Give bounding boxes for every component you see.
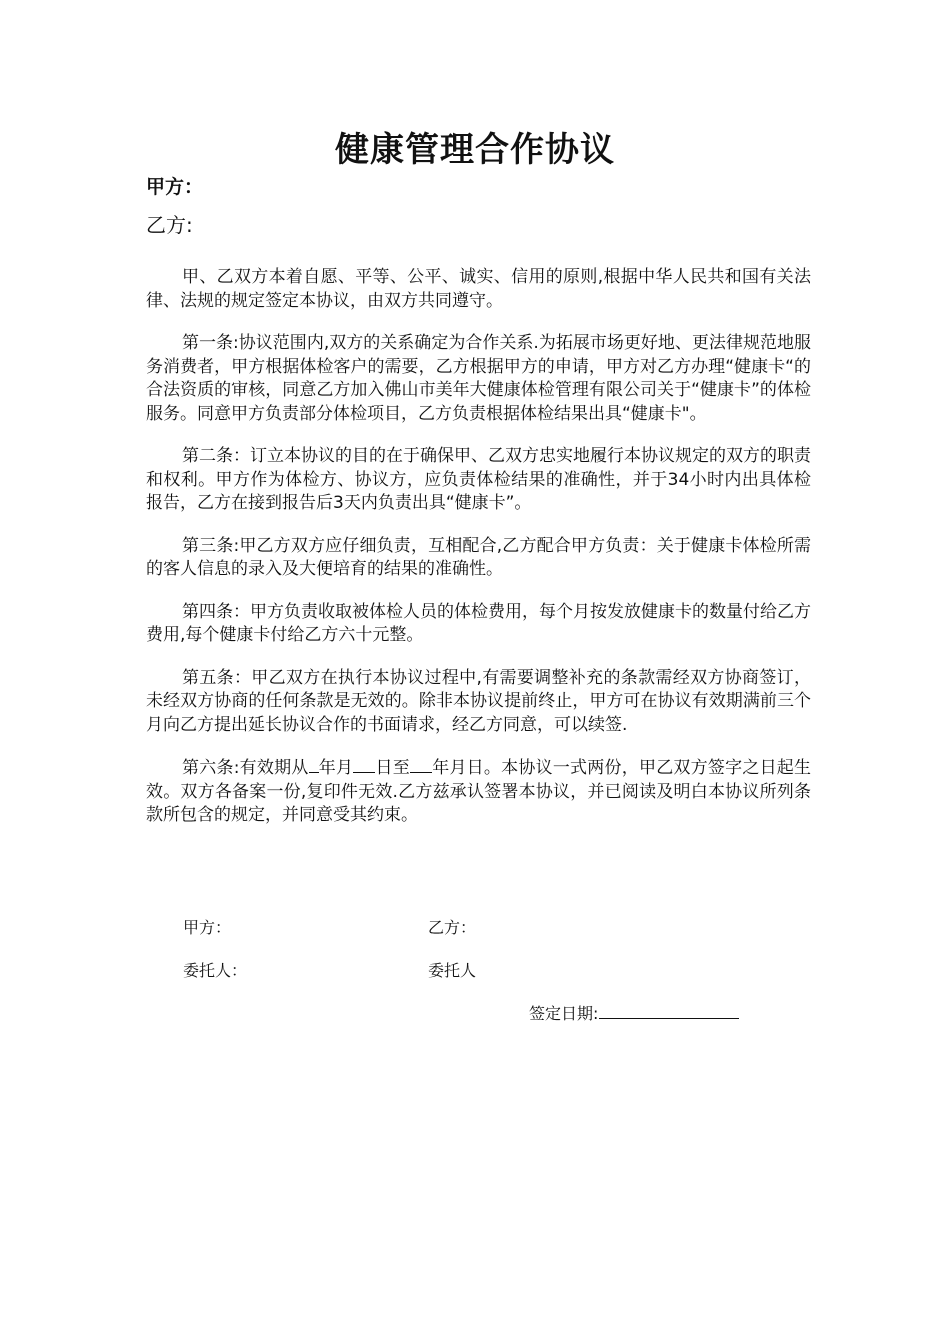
intro-paragraph: 甲、乙双方本着自愿、平等、公平、诚实、信用的原则,根据中华人民共和国有关法律、法规的规定签定本协议，由双方共同遵守。 [146, 267, 811, 311]
party-b-label: 乙方: [146, 213, 193, 237]
article-6-text-start: 第六条:有效期从 [182, 758, 309, 778]
article-5-paragraph: 第五条：甲乙双方在执行本协议过程中,有需要调整补充的条款需经双方协商签订，未经双方协商的任何条款是无效的。除非本协议提前终止，甲方可在协议有效期满前三个月向乙方提出延长协议合作的书面请求，经乙方同意，可以续签. [146, 667, 811, 735]
article-3-paragraph: 第三条:甲乙方双方应仔细负责，互相配合,乙方配合甲方负责：关于健康卡体检所需的客人信息的录入及大便培育的结果的准确性。 [146, 535, 811, 579]
signing-date-label: 签定日期: [529, 1004, 599, 1023]
article-1-paragraph: 第一条:协议范围内,双方的关系确定为合作关系.为拓展市场更好地、更法律规范地服务消费者，甲方根据体检客户的需要，乙方根据甲方的申请，甲方对乙方办理“健康卡“的合法资质的审核，同意乙方加入佛山市美年大健康体检管理有限公司关于“健康卡”的体检服务。同意甲方负责部分体检项目，乙方负责根据体检结果出具“健康卡"。 [146, 333, 811, 424]
article-6-text-rest: 年月日。本协议一式两份，甲乙双方签字之日起生效。双方各备案一份,复印件无效.乙方兹承认签署本协议，并已阅读及明白本协议所列条款所包含的规定，并同意受其约束。 [146, 758, 812, 825]
agreement-body [146, 266, 811, 847]
party-a-label: 甲方： [146, 176, 204, 198]
article-4-paragraph: 第四条：甲方负责收取被体检人员的体检费用，每个月按发放健康卡的数量付给乙方费用,每个健康卡付给乙方六十元整。 [146, 601, 811, 645]
signature-agent-a: 委托人： [183, 961, 248, 980]
signature-agent-b: 委托人 [428, 961, 477, 980]
fill-in-blank [410, 756, 432, 773]
fill-in-blank [353, 756, 375, 773]
article-6-paragraph [146, 756, 811, 828]
signature-party-a: 甲方： [183, 918, 232, 937]
document-title: 健康管理合作协议 [335, 130, 615, 170]
fill-in-blank [309, 756, 319, 773]
article-6-text-year-month: 年月 [318, 758, 354, 778]
signature-party-b: 乙方： [428, 918, 477, 937]
signing-date-line [599, 1002, 739, 1019]
article-2-paragraph: 第二条：订立本协议的目的在于确保甲、乙双方忠实地履行本协议规定的双方的职责和权利。甲方作为体检方、协议方，应负责体检结果的准确性，并于34小时内出具体检报告，乙方在接到报告后3天内负责出具“健康卡”。 [146, 446, 811, 513]
article-6-text-day-to: 日至 [375, 758, 410, 778]
signing-date [529, 1002, 739, 1025]
